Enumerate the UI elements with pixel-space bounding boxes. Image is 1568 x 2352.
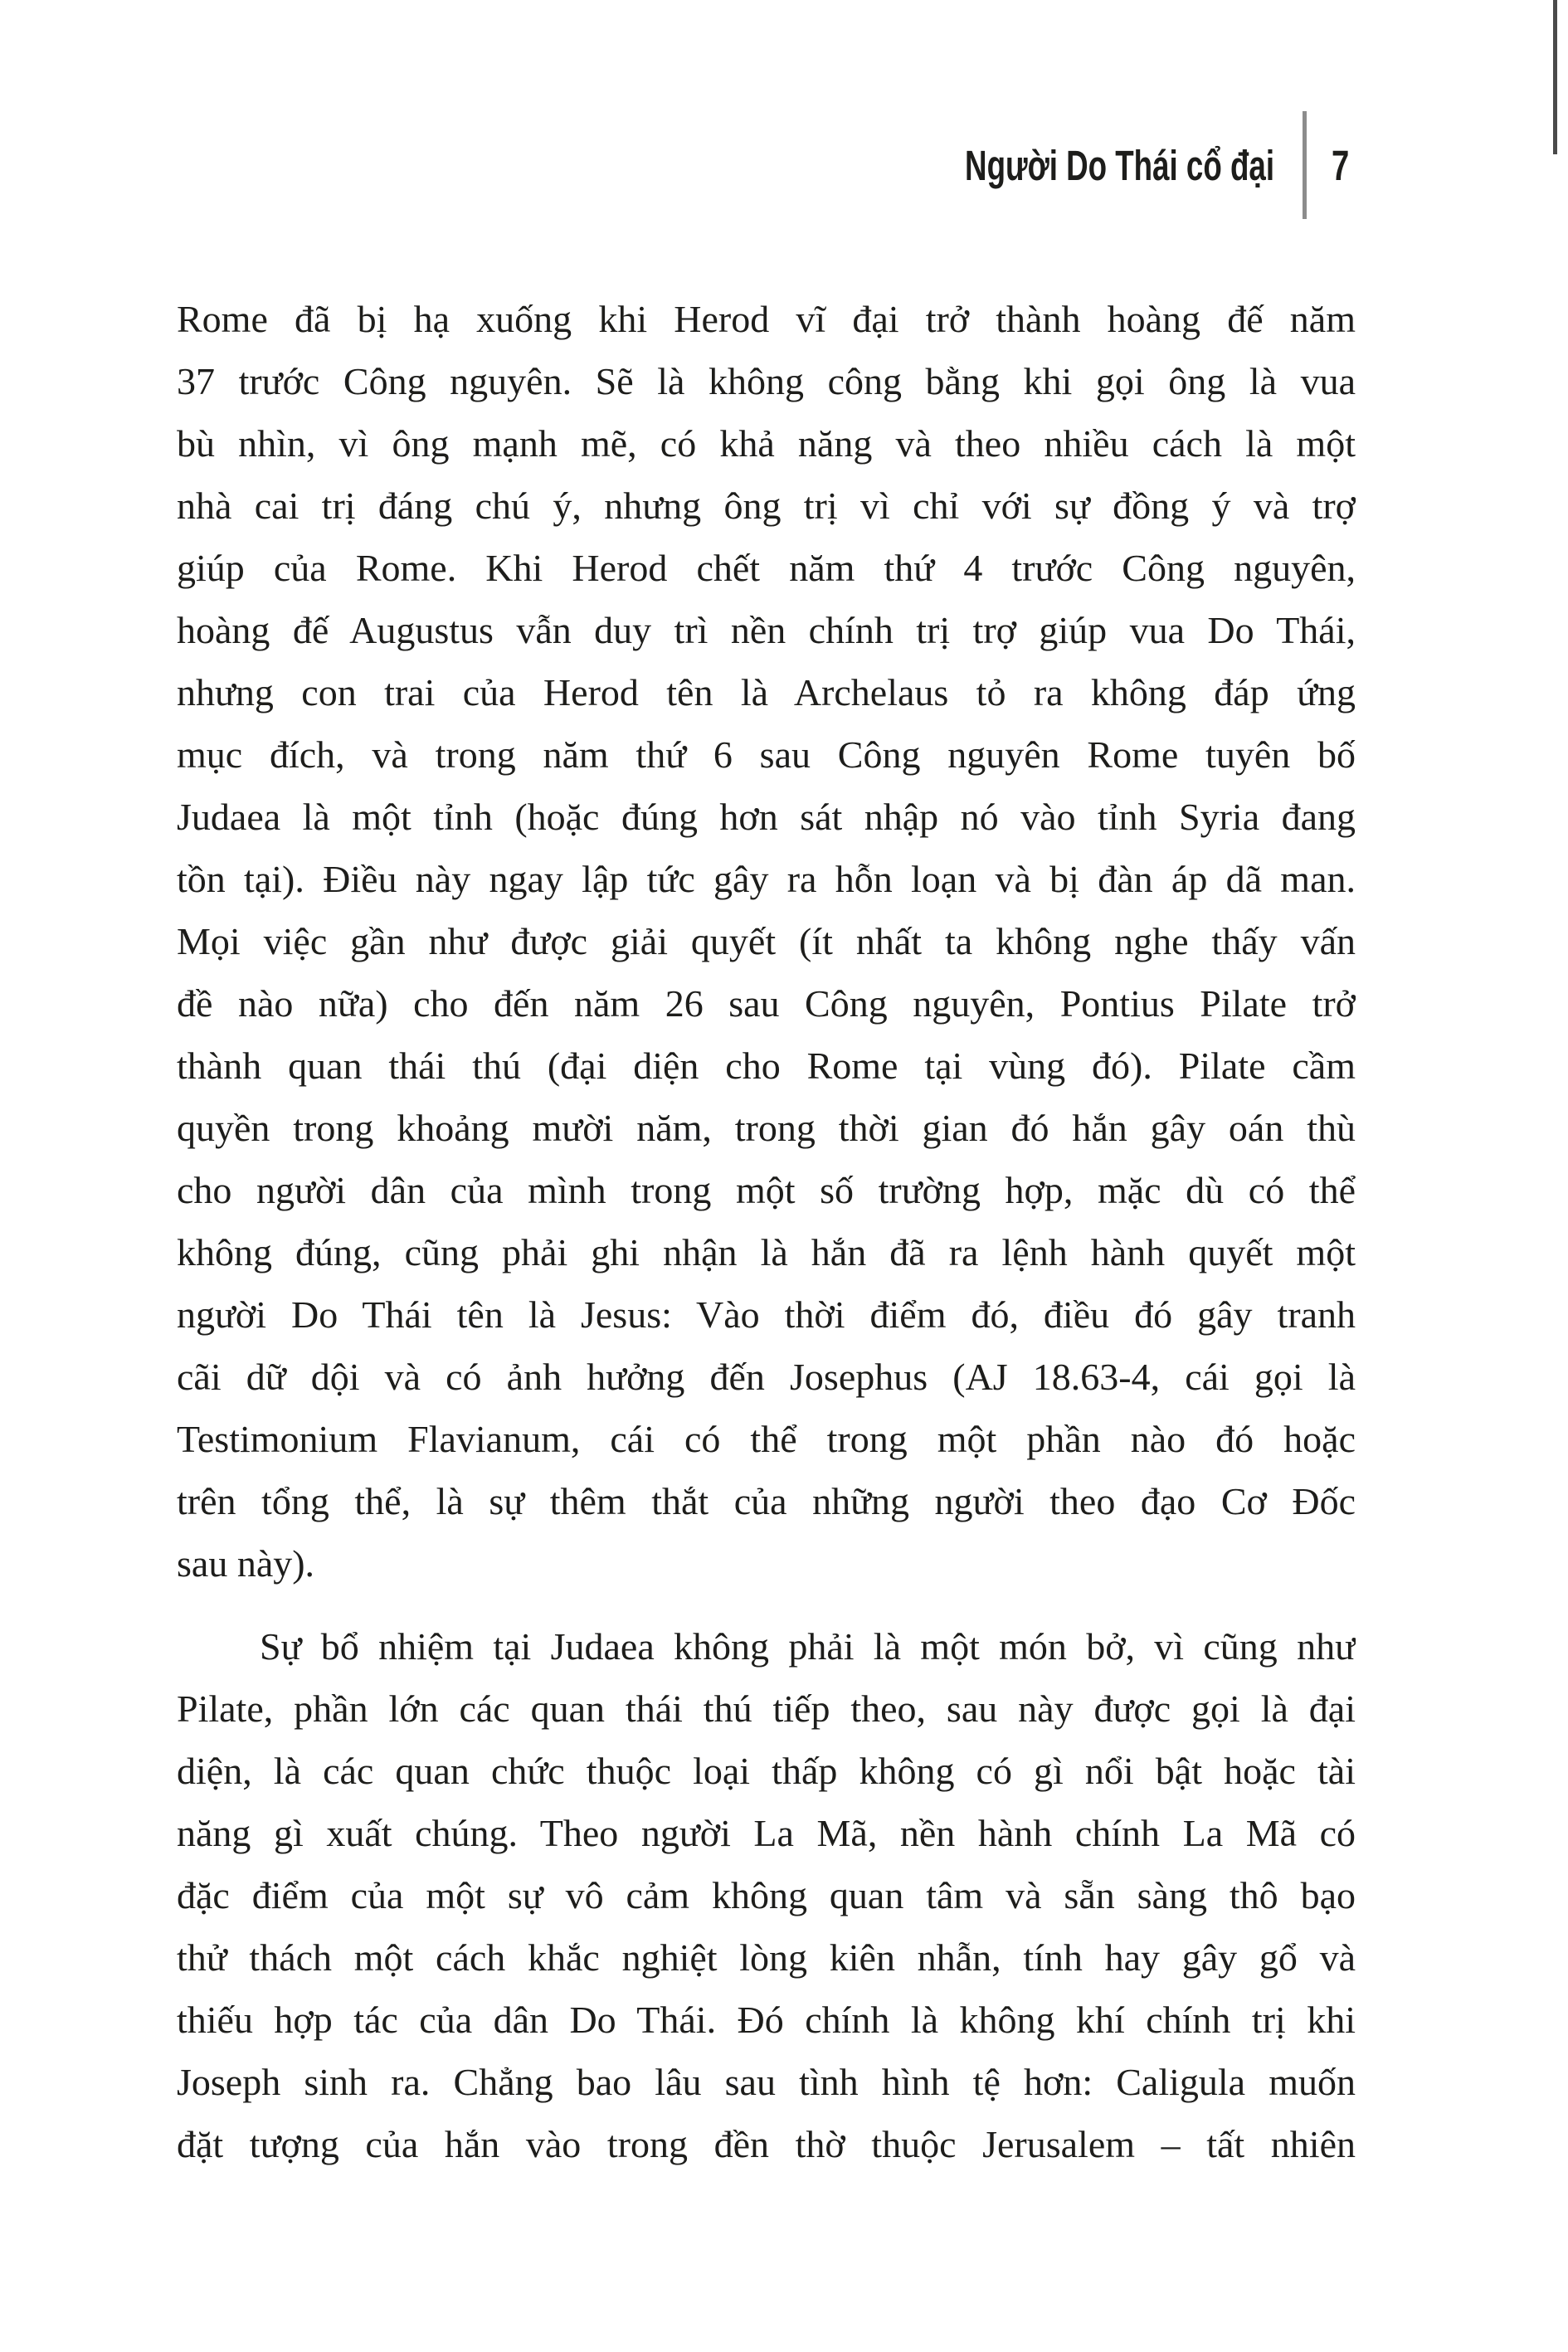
text-line: thử thách một cách khắc nghiệt lòng kiên nhẫn, tính hay gây gổ và (177, 1936, 1356, 1979)
text-line: diện, là các quan chức thuộc loại thấp không có gì nổi bật hoặc tài (177, 1750, 1356, 1792)
text-line: bù nhìn, vì ông mạnh mẽ, có khả năng và theo nhiều cách là một (177, 422, 1356, 465)
text-line: nhưng con trai của Herod tên là Archelaus tỏ ra không đáp ứng (177, 671, 1356, 713)
text-line: 37 trước Công nguyên. Sẽ là không công bằng khi gọi ông là vua (177, 360, 1356, 402)
text-line: nhà cai trị đáng chú ý, nhưng ông trị vì chỉ với sự đồng ý và trợ (177, 485, 1356, 527)
text-line: đề nào nữa) cho đến năm 26 sau Công nguyên, Pontius Pilate trở (177, 982, 1356, 1025)
paragraph (177, 1615, 1356, 2175)
text-line: đặc điểm của một sự vô cảm không quan tâm và sẵn sàng thô bạo (177, 1874, 1356, 1916)
text-line: Sự bổ nhiệm tại Judaea không phải là một món bở, vì cũng như (260, 1625, 1356, 1668)
paragraph (177, 288, 1356, 1595)
page-edge-scan-mark (1553, 0, 1557, 154)
page-number: 7 (1331, 141, 1349, 189)
text-line: trên tổng thể, là sự thêm thắt của những người theo đạo Cơ Đốc (177, 1480, 1356, 1522)
text-line: tồn tại). Điều này ngay lập tức gây ra hỗn loạn và bị đàn áp dã man. (177, 858, 1356, 900)
text-line: mục đích, và trong năm thứ 6 sau Công nguyên Rome tuyên bố (177, 733, 1356, 776)
text-line: thiếu hợp tác của dân Do Thái. Đó chính là không khí chính trị khi (177, 1999, 1356, 2041)
text-line: Judaea là một tỉnh (hoặc đúng hơn sát nhập nó vào tỉnh Syria đang (177, 796, 1356, 838)
text-line: cãi dữ dội và có ảnh hưởng đến Josephus (AJ 18.63-4, cái gọi là (177, 1356, 1356, 1398)
text-line: Testimonium Flavianum, cái có thể trong một phần nào đó hoặc (177, 1418, 1356, 1460)
chapter-title: Người Do Thái cổ đại (964, 141, 1274, 189)
text-line: hoàng đế Augustus vẫn duy trì nền chính trị trợ giúp vua Do Thái, (177, 609, 1356, 651)
text-line: người Do Thái tên là Jesus: Vào thời điểm đó, điều đó gây tranh (177, 1293, 1356, 1336)
text-line: Pilate, phần lớn các quan thái thú tiếp theo, sau này được gọi là đại (177, 1687, 1356, 1730)
text-line: sau này). (177, 1542, 315, 1585)
header-divider (1303, 111, 1307, 219)
text-line: giúp của Rome. Khi Herod chết năm thứ 4 trước Công nguyên, (177, 547, 1356, 589)
running-header (845, 110, 1355, 220)
text-line: cho người dân của mình trong một số trường hợp, mặc dù có thể (177, 1169, 1356, 1211)
text-line: không đúng, cũng phải ghi nhận là hắn đã ra lệnh hành quyết một (177, 1231, 1356, 1273)
text-line: thành quan thái thú (đại diện cho Rome tại vùng đó). Pilate cầm (177, 1045, 1356, 1087)
text-line: đặt tượng của hắn vào trong đền thờ thuộc Jerusalem – tất nhiên (177, 2123, 1356, 2165)
text-line: quyền trong khoảng mười năm, trong thời gian đó hắn gây oán thù (177, 1107, 1356, 1149)
body-text (177, 288, 1356, 2175)
text-line: Mọi việc gần như được giải quyết (ít nhất ta không nghe thấy vấn (177, 920, 1356, 962)
text-line: Rome đã bị hạ xuống khi Herod vĩ đại trở thành hoàng đế năm (177, 298, 1356, 340)
text-line: năng gì xuất chúng. Theo người La Mã, nền hành chính La Mã có (177, 1812, 1356, 1854)
text-line: Joseph sinh ra. Chẳng bao lâu sau tình hình tệ hơn: Caligula muốn (177, 2061, 1356, 2103)
